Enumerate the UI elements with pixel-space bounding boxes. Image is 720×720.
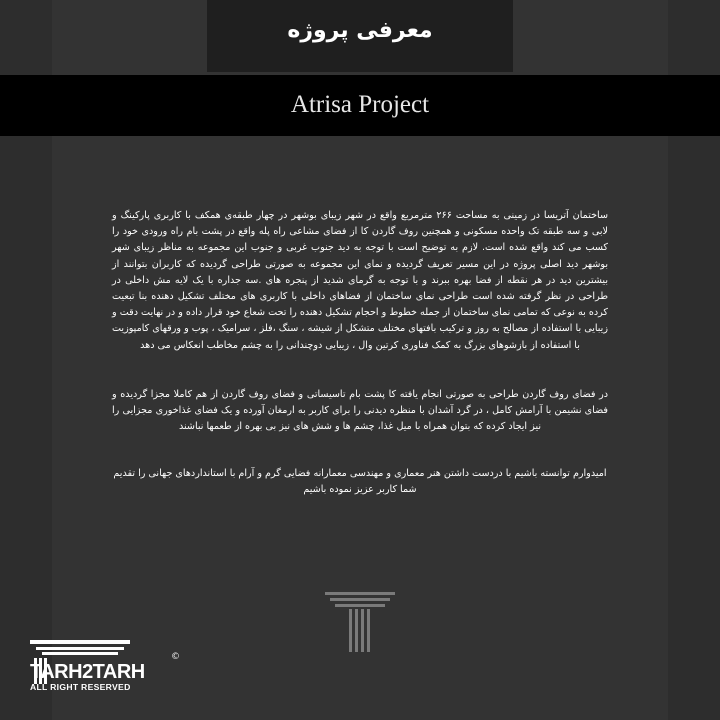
logo-name: TARH2TARH	[30, 661, 145, 683]
project-title: Atrisa Project	[290, 91, 430, 118]
page-title-persian: معرفی پروژه	[287, 18, 433, 43]
copyright-symbol: ©	[171, 652, 180, 662]
description-paragraph-1: ساختمان آتریسا در زمینی به مساحت ۲۶۶ مترمربع واقع در شهر زیبای بوشهر در چهار طبقه‌ی همکف با کاربری پارکینگ و لابی و سه طبقه تک واحده مسکونی و همچنین روف گاردن کا از فضای مشاعی راه پله واقع در پشت بام راه ورودی خود را کسب می کند واقع شده است. لازم به توضیح است با توجه به دید جنوب غربی و جنوب این مجموعه به مناظر زیبای شهر بوشهر دید اصلی پروژه در این مسیر تعریف گردیده و نمای این مجموعه به صورتی طراحی گردیده که کاربران بتوانند از بیشترین دید در هر نقطه از فضا بهره ببرند و با توجه به گرمای شدید از پنجره های .سه جداره با یک لایه مش داخلی در طراحی در نظر گرفته شده است طراحی نمای ساختمان از فضاهای داخلی با کاربری های مختلف تشکیل دهنده بنا تبعیت کرده به نوعی که تمامی نمای ساختمان از جمله خطوط و احجام تشکیل دهنده را تحت شعاع خود قرار داده و در نهایت دقت و زیبایی با استفاده از مصالح به روز و ترکیب بافتهای مختلف متشکل از شیشه ، سنگ ،فلز ، سرامیک ، پوب و ورقهای کامپوزیت با استفاده از بازشوهای بزرگ به کمک فناوری کرتین وال ، زیبایی دوچندانی را به چشم مخاطب انعکاس می دهد	[112, 210, 608, 351]
logo-subtitle: ALL RIGHT RESERVED	[30, 682, 131, 692]
description-paragraph-3: امیدوارم توانسته باشیم با دردست داشتن هنر معماری و مهندسی معمارانه فضایی گرم و آرام با استانداردهای جهانی را تقدیم شما کاربر عزیز نموده باشیم	[113, 468, 607, 496]
t-column-mark-icon	[325, 592, 395, 652]
description-paragraph-2: در فضای روف گاردن طراحی به صورتی انجام یافته کا پشت بام تاسیساتی و فضای روف گاردن از هم کاملا مجزا گردیده و فضای نشیمن با آرامش کامل ، در گرد آشدان با منظره دیدنی را برای کاربر به ارمغان آورده و یک فضای غذاخوری مجزایی را نیز ایجاد کرده که بتوان همراه با میل غذا، چشم ها و شش های نیز بی بهره از طعمها نباشند	[112, 389, 608, 433]
